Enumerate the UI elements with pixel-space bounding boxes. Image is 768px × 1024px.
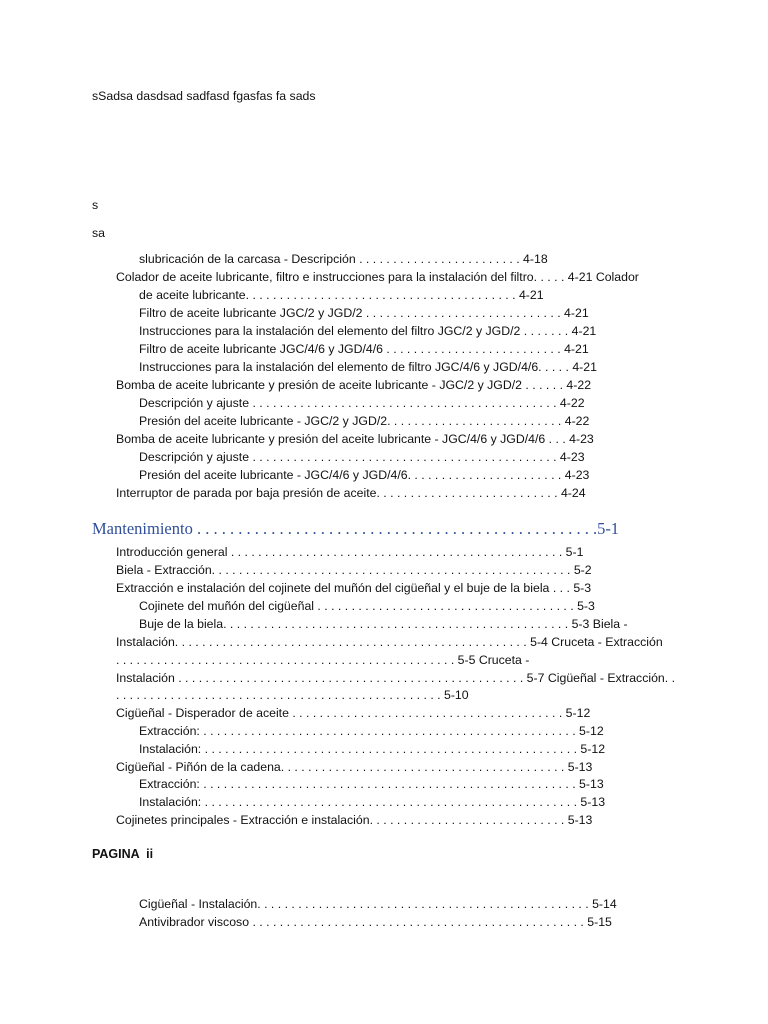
header-text: sSadsa dasdsad sadfasd fgasfas fa sads [92,89,316,103]
toc-entry: Instalación . . . . . . . . . . . . . . . . . . . . . . . . . . . . . . . . . . . . . . . . . . . . . . . . . . . 5-7 Cigüeñal - Extracción. . [116,671,675,685]
toc-entry: Cojinete del muñón del cigüeñal . . . . . . . . . . . . . . . . . . . . . . . . . . . . . . . . . . . . . . 5-3 [139,599,595,613]
toc-entry: Bomba de aceite lubricante y presión del aceite lubricante - JGC/4/6 y JGD/4/6 . . . 4-23 [116,432,594,446]
marker-s: s [92,198,99,212]
toc-entry: . . . . . . . . . . . . . . . . . . . . . . . . . . . . . . . . . . . . . . . . . . . . . . . . . . 5-5 Cruceta - [116,653,530,667]
marker-sa: sa [92,226,105,240]
toc-entry: Descripción y ajuste . . . . . . . . . . . . . . . . . . . . . . . . . . . . . . . . . . . . . . . . . . . . . 4-22 [139,396,585,410]
toc-entry: Cojinetes principales - Extracción e instalación. . . . . . . . . . . . . . . . . . . . . . . . . . . . . 5-13 [116,813,593,827]
toc-entry: Filtro de aceite lubricante JGC/2 y JGD/2 . . . . . . . . . . . . . . . . . . . . . . . . . . . . . 4-21 [139,306,589,320]
toc-entry: slubricación de la carcasa - Descripción . . . . . . . . . . . . . . . . . . . . . . . . 4-18 [139,252,548,266]
toc-entry: Colador de aceite lubricante, filtro e instrucciones para la instalación del filtro. . . . . 4-21 Colador [116,270,639,284]
toc-entry: Instalación: . . . . . . . . . . . . . . . . . . . . . . . . . . . . . . . . . . . . . . . . . . . . . . . . . . . . . . . 5-12 [139,742,606,756]
toc-entry: Instalación. . . . . . . . . . . . . . . . . . . . . . . . . . . . . . . . . . . . . . . . . . . . . . . . . . . . 5-4 Cruceta - Extracción [116,635,663,649]
toc-entry: Filtro de aceite lubricante JGC/4/6 y JGD/4/6 . . . . . . . . . . . . . . . . . . . . . . . . . . 4-21 [139,342,589,356]
section-heading-mantenimiento: Mantenimiento . . . . . . . . . . . . . . . . . . . . . . . . . . . . . . . . . . . . . . . . . . . . . . . . .5-1 [92,519,620,538]
toc-entry: Extracción: . . . . . . . . . . . . . . . . . . . . . . . . . . . . . . . . . . . . . . . . . . . . . . . . . . . . . . . 5-12 [139,724,604,738]
toc-entry: . . . . . . . . . . . . . . . . . . . . . . . . . . . . . . . . . . . . . . . . . . . . . . . . 5-10 [116,688,469,702]
toc-entry: Extracción e instalación del cojinete del muñón del cigüeñal y el buje de la biela . . . 5-3 [116,581,592,595]
toc-entry: Interruptor de parada por baja presión de aceite. . . . . . . . . . . . . . . . . . . . . . . . . . . 4-24 [116,486,586,500]
toc-entry: Introducción general . . . . . . . . . . . . . . . . . . . . . . . . . . . . . . . . . . . . . . . . . . . . . . . . . 5-1 [116,545,584,559]
toc-entry: Presión del aceite lubricante - JGC/2 y JGD/2. . . . . . . . . . . . . . . . . . . . . . . . . . 4-22 [139,414,590,428]
page-label: PAGINA ii [92,847,154,861]
toc-entry: Bomba de aceite lubricante y presión de aceite lubricante - JGC/2 y JGD/2 . . . . . . 4-22 [116,378,592,392]
toc-entry: Antivibrador viscoso . . . . . . . . . . . . . . . . . . . . . . . . . . . . . . . . . . . . . . . . . . . . . . . . . 5-15 [139,915,612,929]
toc-entry: de aceite lubricante. . . . . . . . . . . . . . . . . . . . . . . . . . . . . . . . . . . . . . . . 4-21 [139,288,544,302]
toc-entry: Instrucciones para la instalación del elemento del filtro JGC/2 y JGD/2 . . . . . . . 4-21 [139,324,597,338]
toc-entry: Buje de la biela. . . . . . . . . . . . . . . . . . . . . . . . . . . . . . . . . . . . . . . . . . . . . . . . . . . 5-3 Biela - [139,617,628,631]
toc-entry: Descripción y ajuste . . . . . . . . . . . . . . . . . . . . . . . . . . . . . . . . . . . . . . . . . . . . . 4-23 [139,450,585,464]
toc-entry: Cigüeñal - Instalación. . . . . . . . . . . . . . . . . . . . . . . . . . . . . . . . . . . . . . . . . . . . . . . . . 5-14 [139,897,617,911]
toc-entry: Cigüeñal - Disperador de aceite . . . . . . . . . . . . . . . . . . . . . . . . . . . . . . . . . . . . . . . . 5-12 [116,706,591,720]
toc-entry: Biela - Extracción. . . . . . . . . . . . . . . . . . . . . . . . . . . . . . . . . . . . . . . . . . . . . . . . . . . . . 5-2 [116,563,592,577]
toc-entry: Cigüeñal - Piñón de la cadena. . . . . . . . . . . . . . . . . . . . . . . . . . . . . . . . . . . . . . . . . . 5-13 [116,760,593,774]
toc-entry: Extracción: . . . . . . . . . . . . . . . . . . . . . . . . . . . . . . . . . . . . . . . . . . . . . . . . . . . . . . . 5-13 [139,777,604,791]
toc-entry: Instrucciones para la instalación del elemento de filtro JGC/4/6 y JGD/4/6. . . . . 4-21 [139,360,597,374]
toc-entry: Instalación: . . . . . . . . . . . . . . . . . . . . . . . . . . . . . . . . . . . . . . . . . . . . . . . . . . . . . . . 5-13 [139,795,606,809]
toc-entry: Presión del aceite lubricante - JGC/4/6 y JGD/4/6. . . . . . . . . . . . . . . . . . . . . . . 4-23 [139,468,590,482]
